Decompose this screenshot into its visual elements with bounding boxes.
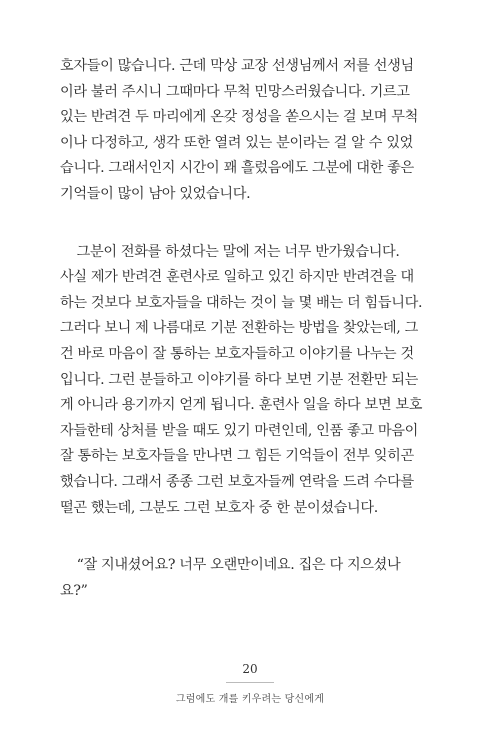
text-line: 떨곤 했는데, 그분도 그런 보호자 중 한 분이셨습니다. (60, 499, 378, 516)
text-line: 했습니다. 그래서 종종 그런 보호자들께 연락을 드려 수다를 (60, 473, 414, 490)
footer-divider (226, 682, 274, 683)
text-line: 기억들이 많이 남아 있었습니다. (60, 185, 251, 202)
paragraph-gap (60, 521, 444, 553)
text-line: 이라 불러 주시니 그때마다 무척 민망스러웠습니다. 기르고 (60, 83, 410, 100)
text-line: 이나 다정하고, 생각 또한 열려 있는 분이라는 걸 알 수 있었 (60, 134, 413, 151)
text-line: 게 아니라 용기까지 얻게 됩니다. 훈련사 일을 하다 보면 보호 (60, 397, 423, 414)
text-line: 그러다 보니 제 나름대로 기분 전환하는 방법을 찾았는데, 그 (60, 320, 418, 337)
text-line: 입니다. 그런 분들하고 이야기를 하다 보면 기분 전환만 되는 (60, 371, 418, 388)
text-line: 자들한테 상처를 받을 때도 있기 마련인데, 인품 좋고 마음이 (60, 422, 418, 439)
text-line: 있는 반려견 두 마리에게 온갖 정성을 쏟으시는 걸 보며 무척 (60, 109, 418, 126)
text-line: 사실 제가 반려견 훈련사로 일하고 있긴 하지만 반려견을 대 (60, 269, 414, 286)
text-line: 요?” (60, 582, 88, 599)
paragraph-gap (60, 208, 444, 240)
text-line: 호자들이 많습니다. 근데 막상 교장 선생님께서 저를 선생님 (60, 58, 414, 74)
body-text (60, 54, 444, 604)
text-line: 잘 통하는 보호자들을 만나면 그 힘든 기억들이 전부 잊히곤 (60, 448, 414, 465)
text-line: 건 바로 마음이 잘 통하는 보호자들하고 이야기를 나누는 것 (60, 345, 414, 362)
text-line: 습니다. 그래서인지 시간이 꽤 흘렀음에도 그분에 대한 좋은 (60, 160, 414, 177)
text-line: “잘 지내셨어요? 너무 오랜만이네요. 집은 다 지으셨나 (60, 557, 401, 574)
text-line: 그분이 전화를 하셨다는 말에 저는 너무 반가웠습니다. (60, 243, 400, 260)
text-line: 하는 것보다 보호자들을 대하는 것이 늘 몇 배는 더 힘듭니다. (60, 294, 423, 311)
running-footer-title: 그럼에도 개를 키우려는 당신에게 (175, 694, 325, 705)
page-number: 20 (242, 662, 258, 676)
